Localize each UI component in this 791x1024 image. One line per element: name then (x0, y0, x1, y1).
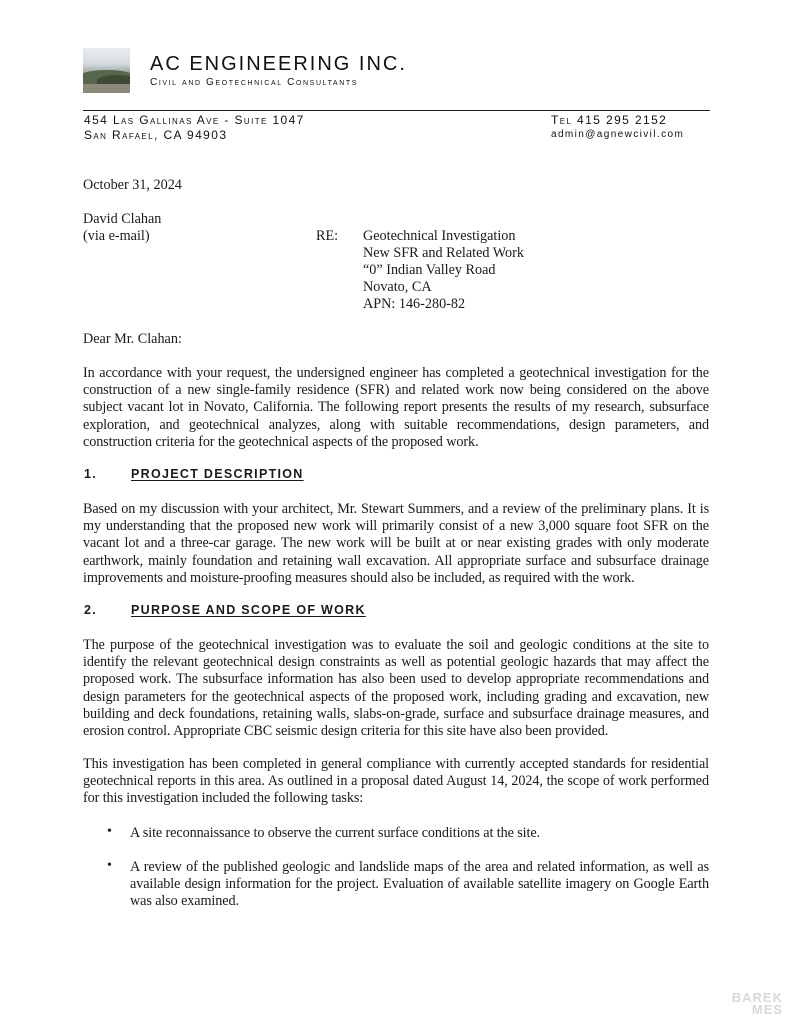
scope-paragraph: This investigation has been completed in general compliance with currently accepted standards for residential geotechnical reports in this area. As outlined in a proposal dated August 14, 2024, the scope of work performed for this investigation included the following tasks: (83, 756, 709, 807)
bullet-marker: • (107, 824, 112, 839)
purpose-paragraph: The purpose of the geotechnical investigation was to evaluate the soil and geologic conditions at the site to identify the relevant geotechnical design constraints as well as potential geologic hazards that may affect the proposed work. The subsurface information has also been used to develop appropriate recommendations and design parameters for the geotechnical aspects of the proposed work, including grading and excavation, new building and deck foundations, retaining walls, slabs-on-grade, surface and subsurface drainage measures, and erosion control. Appropriate CBC seismic design criteria for this site have also been provided. (83, 637, 709, 740)
address-line-1: 454 Las Gallinas Ave - Suite 1047 (84, 113, 305, 127)
re-label: RE: (316, 228, 339, 244)
header-divider (83, 110, 710, 111)
address-line-2: San Rafael, CA 94903 (84, 128, 228, 142)
project-description-paragraph: Based on my discussion with your architect, Mr. Stewart Summers, and a review of the preliminary plans. It is my understanding that the proposed new work will primarily consist of a new 3,000 square foot SFR on the vacant lot and a three-car garage. The new work will be built at or near existing grades with only moderate earthwork, mainly foundation and retaining wall excavation. All appropriate surface and subsurface drainage improvements and moisture-proofing measures should also be included, as required with the work. (83, 501, 709, 586)
section-heading-purpose-scope: PURPOSE AND SCOPE OF WORK (131, 603, 366, 617)
intro-paragraph: In accordance with your request, the undersigned engineer has completed a geotechnical investigation for the construction of a new single-family residence (SFR) and related work now being considered on the above subject vacant lot in Novato, California. The following report presents the results of my research, subsurface exploration, and geotechnical analyzes, along with suitable recommendations, design parameters, and construction criteria for the geotechnical aspects of the proposed work. (83, 365, 709, 450)
scope-task-item: A site reconnaissance to observe the current surface conditions at the site. (130, 825, 540, 841)
re-line: “0” Indian Valley Road (363, 262, 496, 278)
watermark-logo: BAREK MES (731, 990, 783, 1017)
letter-date: October 31, 2024 (83, 177, 182, 193)
recipient-delivery: (via e-mail) (83, 228, 150, 244)
scope-task-item: A review of the published geologic and landslide maps of the area and related information, as well as available design information for the project. Evaluation of available satellite imagery on Google Earth was also examined. (130, 859, 709, 910)
section-number: 1. (84, 467, 98, 481)
re-line: New SFR and Related Work (363, 245, 524, 261)
re-line: Geotechnical Investigation (363, 228, 516, 244)
re-line: Novato, CA (363, 279, 432, 295)
bullet-marker: • (107, 858, 112, 873)
recipient-name: David Clahan (83, 211, 162, 227)
company-logo (83, 48, 130, 93)
re-line: APN: 146-280-82 (363, 296, 466, 312)
section-heading-project-description: PROJECT DESCRIPTION (131, 467, 304, 481)
company-subtitle: Civil and Geotechnical Consultants (150, 77, 358, 88)
salutation: Dear Mr. Clahan: (83, 331, 182, 347)
email-address: admin@agnewcivil.com (551, 129, 685, 140)
section-number: 2. (84, 603, 98, 617)
company-name: AC ENGINEERING INC. (150, 53, 407, 75)
phone-number: Tel 415 295 2152 (551, 113, 668, 127)
